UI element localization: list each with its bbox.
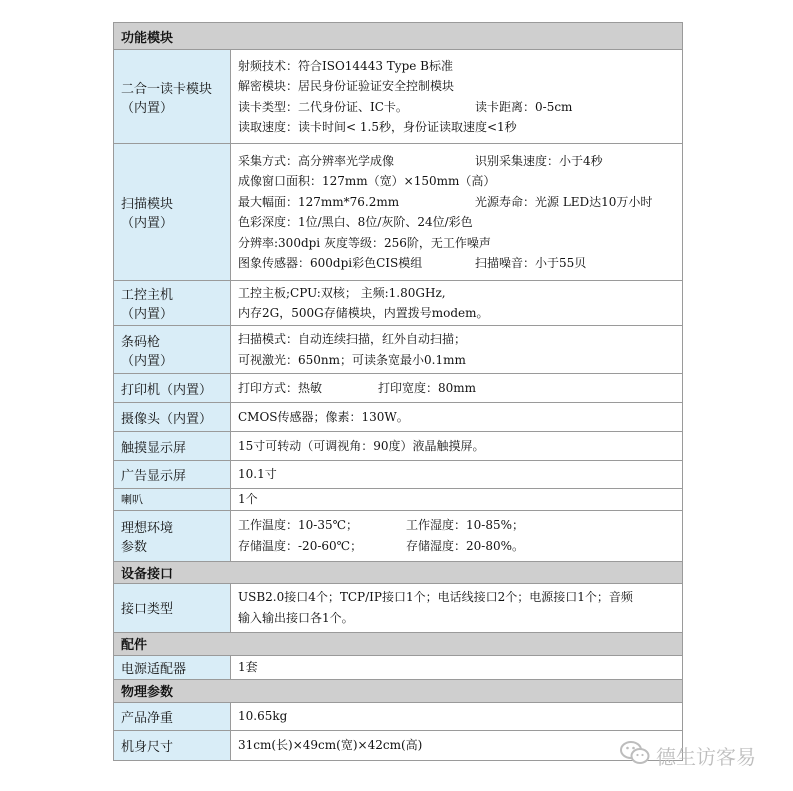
row-value: USB2.0接口4个；TCP/IP接口1个；电话线接口2个；电源接口1个；音频 输入输出接口各1个。 (231, 583, 683, 632)
section-physical-params (114, 679, 683, 702)
row-ad-screen (114, 461, 683, 489)
row-environment (114, 510, 683, 561)
row-label: 二合一读卡模块 （内置） (114, 50, 231, 144)
section-function-modules (114, 23, 683, 50)
row-printer (114, 374, 683, 403)
row-value: CMOS传感器；像素：130W。 (231, 403, 683, 432)
row-barcode (114, 326, 683, 374)
row-speaker (114, 489, 683, 511)
row-value: 10.1寸 (231, 461, 683, 489)
row-label: 理想环境 参数 (114, 510, 231, 561)
section-accessories (114, 632, 683, 655)
row-value: 工作温度：10-35℃； 工作湿度：10-85%； 存储温度：-20-60℃； 存储湿度：20-80%。 (231, 510, 683, 561)
row-label: 电源适配器 (114, 655, 231, 679)
row-value: 1套 (231, 655, 683, 679)
row-value: 工控主板;CPU:双核； 主频:1.80GHz, 内存2G，500G存储模块，内置拨号modem。 (231, 281, 683, 326)
section-title: 配件 (114, 632, 683, 655)
row-power-adapter (114, 655, 683, 679)
row-label: 机身尺寸 (114, 730, 231, 760)
row-value: 1个 (231, 489, 683, 511)
row-camera (114, 403, 683, 432)
row-value: 扫描模式：自动连续扫描，红外自动扫描； 可视激光：650nm；可读条宽最小0.1mm (231, 326, 683, 374)
row-value: 15寸可转动（可调视角：90度）液晶触摸屏。 (231, 432, 683, 461)
row-dimensions (114, 730, 683, 760)
row-label: 扫描模块 （内置） (114, 144, 231, 281)
row-net-weight (114, 702, 683, 730)
row-label: 工控主机 （内置） (114, 281, 231, 326)
row-label: 产品净重 (114, 702, 231, 730)
section-title: 功能模块 (114, 23, 683, 50)
row-card-reader (114, 50, 683, 144)
row-value: 采集方式：高分辨率光学成像 识别采集速度：小于4秒 成像窗口面积：127mm（宽）×150mm（高） 最大幅面：127mm*76.2mm 光源寿命：光源 LED达10万小时 色彩深度：1位/黑白、8位/灰阶、24位/彩色 分辨率:300dpi 灰度等级：256阶，无工作噪声 图象传感器：600dpi彩色CIS模组 扫描噪音：小于55贝 (231, 144, 683, 281)
row-label: 触摸显示屏 (114, 432, 231, 461)
row-interface-type (114, 583, 683, 632)
row-value: 31cm(长)×49cm(宽)×42cm(高) (231, 730, 683, 760)
wechat-icon (620, 740, 656, 771)
row-scanner (114, 144, 683, 281)
section-title: 物理参数 (114, 679, 683, 702)
section-device-interfaces (114, 561, 683, 583)
row-touch-screen (114, 432, 683, 461)
row-label: 摄像头（内置） (114, 403, 231, 432)
row-label: 喇叭 (114, 489, 231, 511)
spec-table (113, 22, 683, 761)
row-value: 打印方式：热敏 打印宽度：80mm (231, 374, 683, 403)
row-label: 条码枪 （内置） (114, 326, 231, 374)
row-label: 广告显示屏 (114, 461, 231, 489)
watermark (620, 735, 790, 775)
section-title: 设备接口 (114, 561, 683, 583)
row-label: 接口类型 (114, 583, 231, 632)
row-label: 打印机（内置） (114, 374, 231, 403)
row-value: 射频技术：符合ISO14443 Type B标准 解密模块：居民身份证验证安全控制模块 读卡类型：二代身份证、IC卡。 读卡距离：0-5cm 读取速度：读卡时间< 1.5秒，身份证读取速度<1秒 (231, 50, 683, 144)
row-host (114, 281, 683, 326)
row-value: 10.65kg (231, 702, 683, 730)
watermark-text: 德生访客易 (656, 744, 756, 769)
